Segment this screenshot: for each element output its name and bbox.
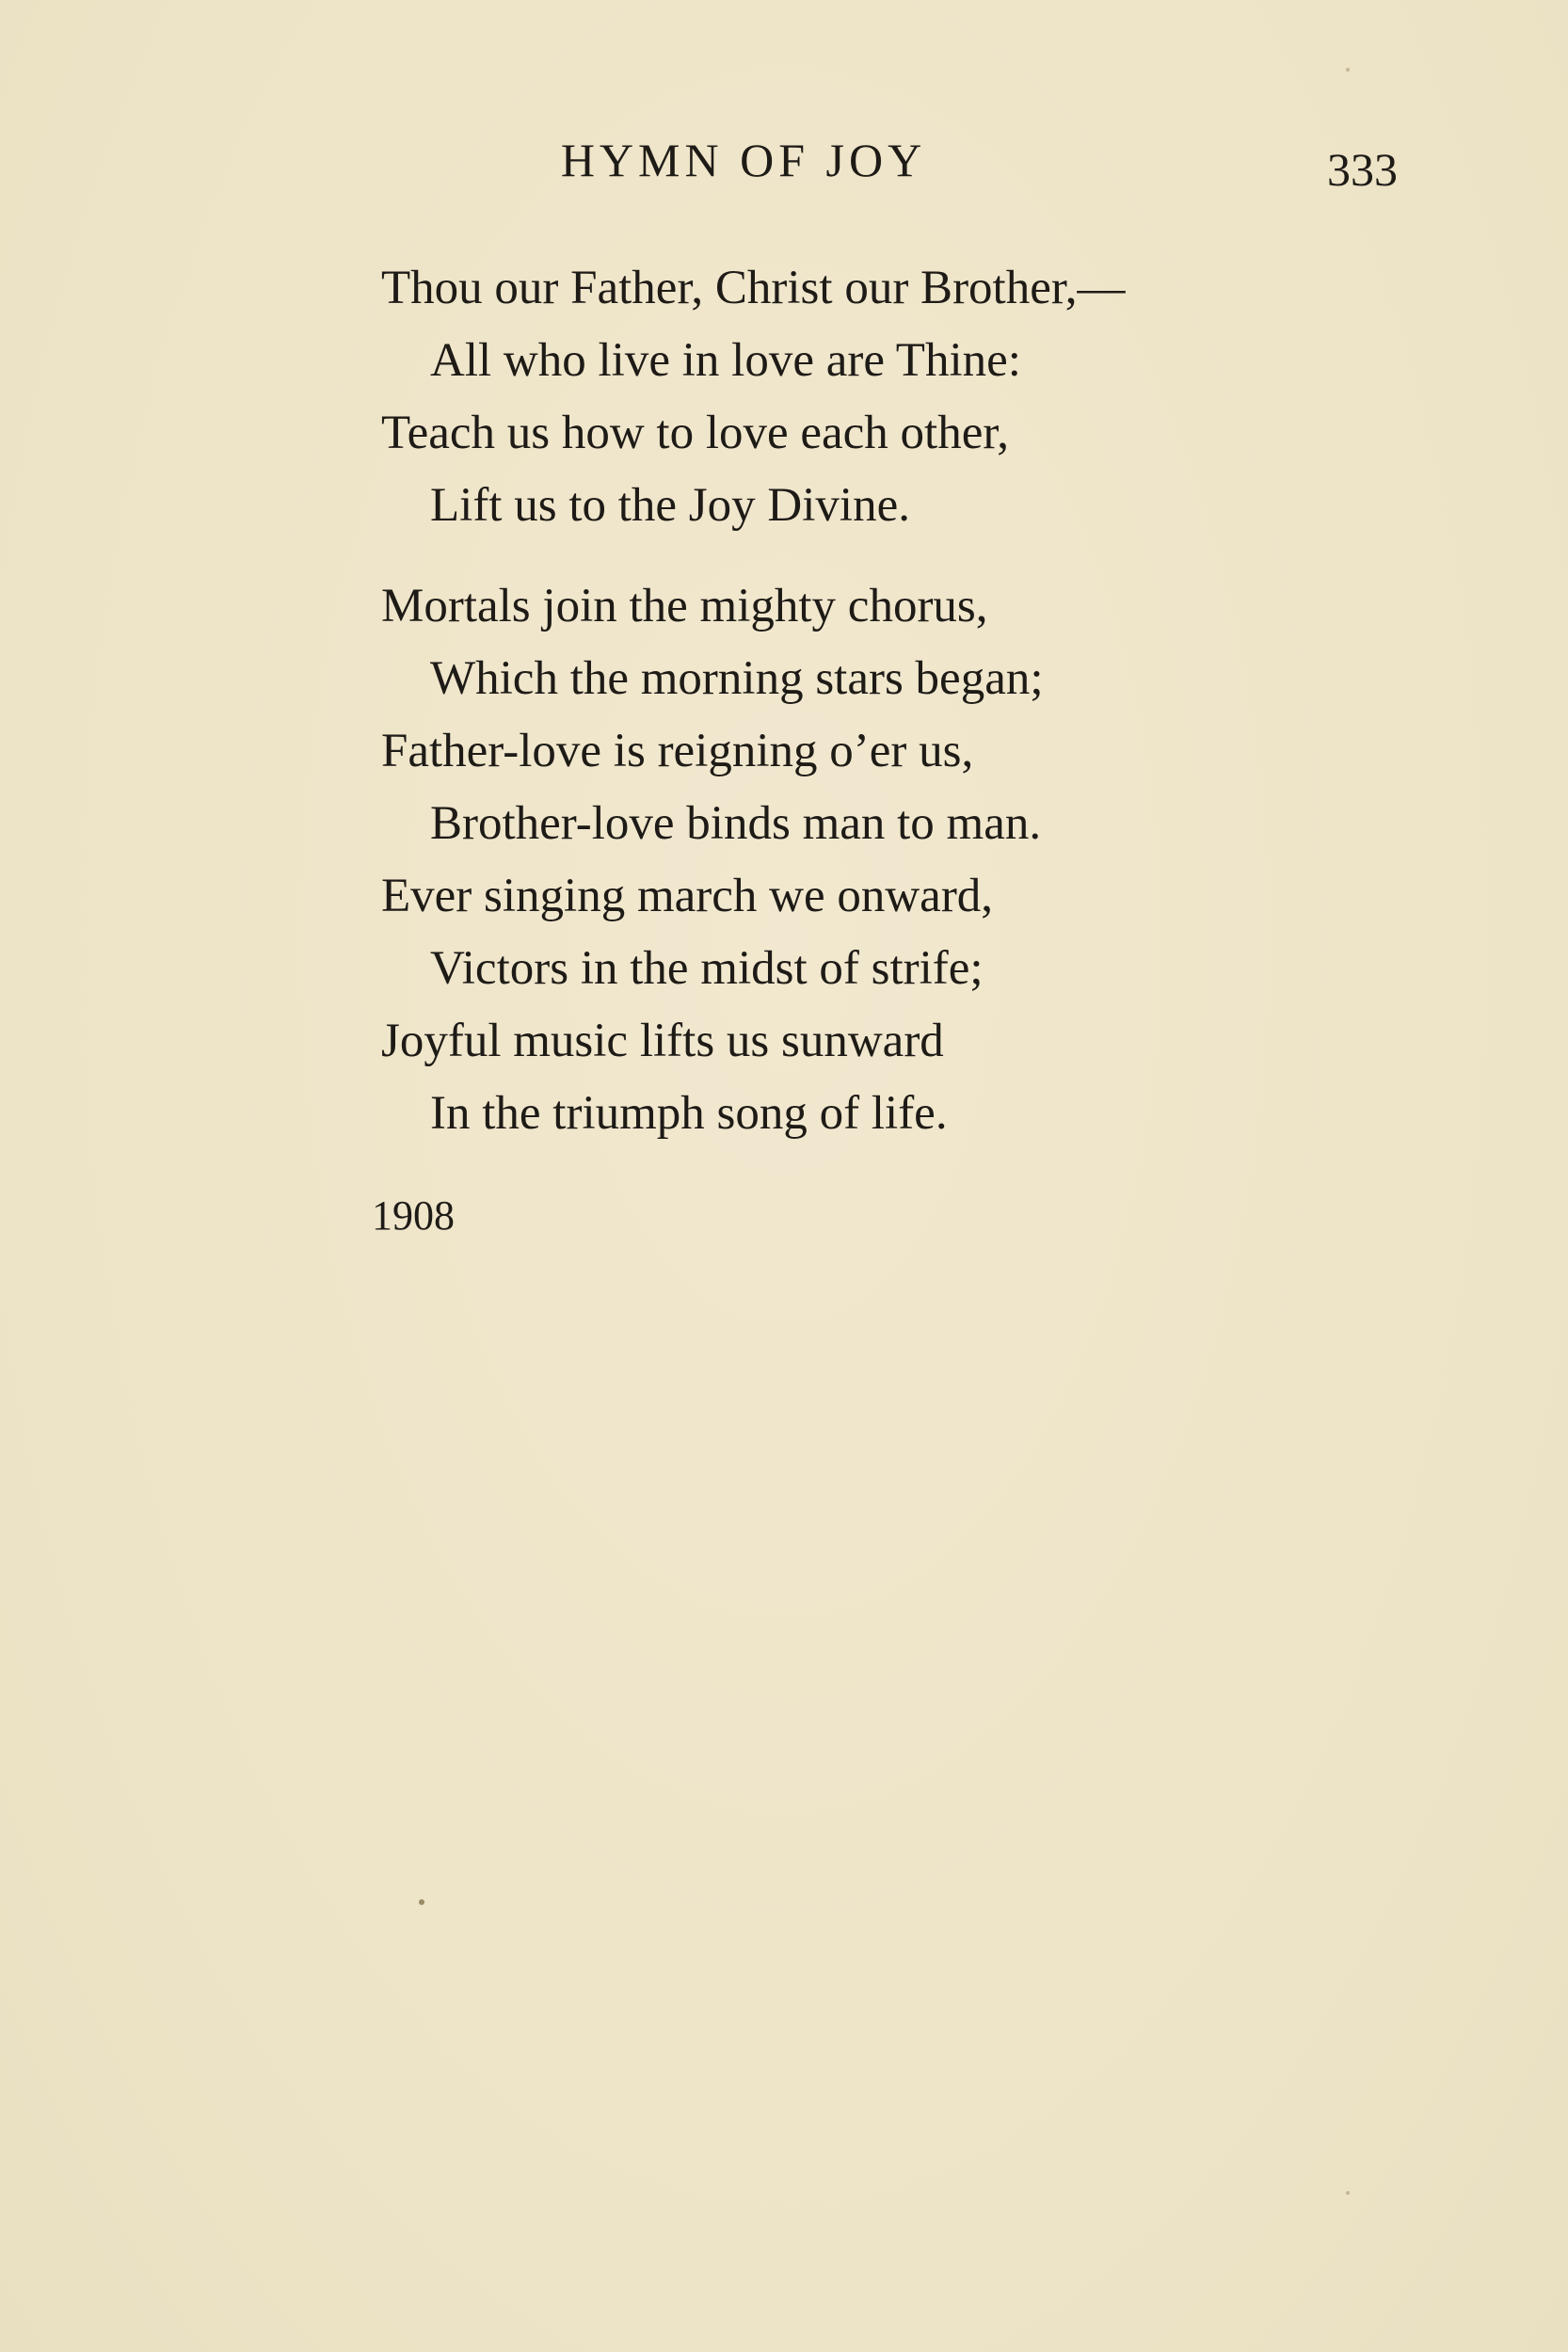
running-head: HYMN OF JOY — [560, 134, 927, 186]
poem-line: Thou our Father, Christ our Brother,— — [381, 262, 1126, 314]
paper-speck — [419, 1899, 424, 1905]
poem-date: 1908 — [372, 1192, 455, 1239]
poem-line: In the triumph song of life. — [430, 1087, 948, 1140]
paper-speck — [1346, 2191, 1350, 2195]
poem — [381, 252, 1322, 1150]
poem-line: All who live in love are Thine: — [430, 334, 1021, 387]
poem-line: Teach us how to love each other, — [381, 407, 1010, 459]
poem-line: Ever singing march we onward, — [381, 870, 994, 922]
stanza-2 — [381, 570, 1322, 1150]
poem-line: Joyful music lifts us sunward — [381, 1015, 944, 1067]
poem-line: Mortals join the mighty chorus, — [381, 580, 988, 632]
poem-line: Victors in the midst of strife; — [430, 942, 984, 995]
stanza-1 — [381, 252, 1322, 542]
page-number: 333 — [1327, 143, 1398, 196]
poem-line: Lift us to the Joy Divine. — [430, 479, 910, 532]
poem-line: Brother-love binds man to man. — [430, 797, 1042, 850]
poem-line: Which the morning stars began; — [430, 652, 1044, 705]
paper-speck — [1346, 68, 1350, 72]
poem-line: Father-love is reigning o’er us, — [381, 725, 974, 777]
